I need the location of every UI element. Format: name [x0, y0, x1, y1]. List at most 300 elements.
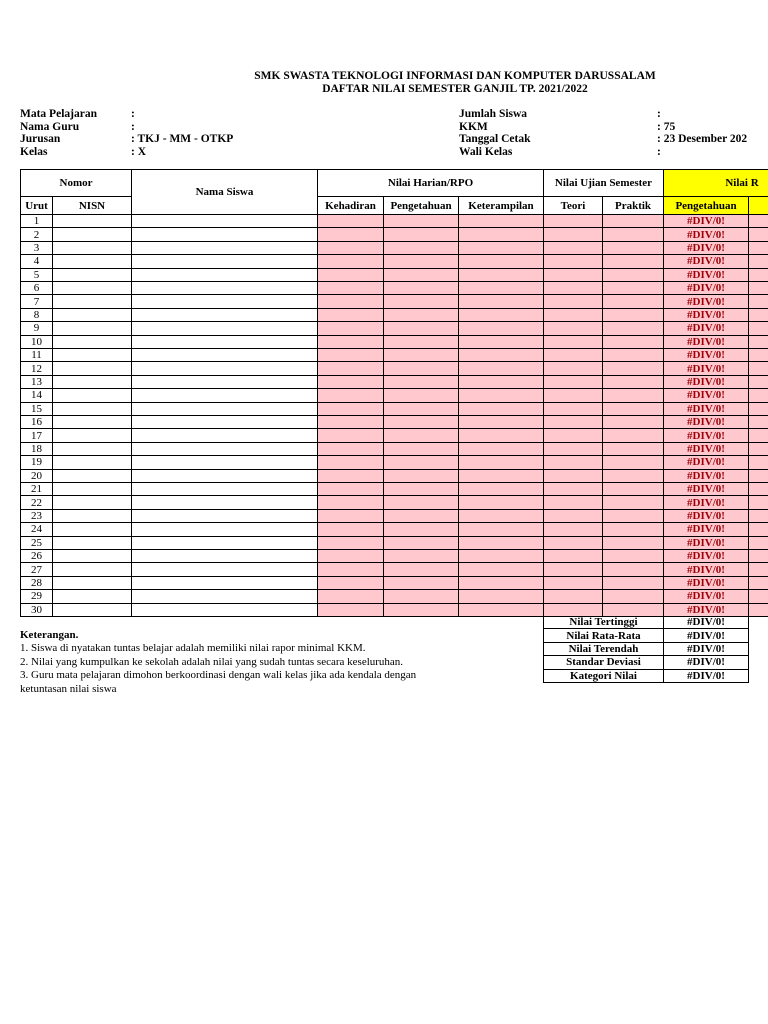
grade-cell [318, 550, 384, 563]
grade-cell [544, 604, 603, 617]
nama-cell [132, 510, 318, 523]
grade-cell [603, 510, 664, 523]
grade-cell [318, 269, 384, 282]
rapor-extra-cell [749, 215, 768, 228]
nisn-cell [53, 215, 132, 228]
rapor-pengetahuan-cell: #DIV/0! [664, 282, 749, 295]
row-number: 9 [21, 322, 53, 335]
grade-cell [603, 242, 664, 255]
rapor-pengetahuan-cell: #DIV/0! [664, 376, 749, 389]
grade-cell [544, 429, 603, 442]
nama-cell [132, 255, 318, 268]
header-keterampilan: Keterampilan [459, 197, 544, 215]
row-number: 29 [21, 590, 53, 603]
rapor-pengetahuan-cell: #DIV/0! [664, 443, 749, 456]
stat-label: Standar Deviasi [544, 656, 664, 669]
grade-cell [459, 255, 544, 268]
grade-cell [459, 228, 544, 241]
nama-cell [132, 362, 318, 375]
grade-cell [459, 537, 544, 550]
nisn-cell [53, 336, 132, 349]
grade-cell [318, 416, 384, 429]
grade-cell [603, 255, 664, 268]
header-urut: Urut [21, 197, 53, 215]
grade-cell [544, 590, 603, 603]
rapor-pengetahuan-cell: #DIV/0! [664, 362, 749, 375]
rapor-extra-cell [749, 523, 768, 536]
nama-cell [132, 389, 318, 402]
stat-label: Nilai Tertinggi [544, 616, 664, 629]
nisn-cell [53, 403, 132, 416]
grade-cell [544, 349, 603, 362]
nisn-cell [53, 523, 132, 536]
grade-cell [318, 282, 384, 295]
header-rapor-pengetahuan: Pengetahuan [664, 197, 749, 215]
grade-cell [603, 282, 664, 295]
header-nama-siswa: Nama Siswa [132, 170, 318, 215]
grade-cell [384, 483, 459, 496]
grade-cell [544, 510, 603, 523]
grade-cell [459, 295, 544, 308]
grade-cell [544, 483, 603, 496]
row-number: 11 [21, 349, 53, 362]
nama-cell [132, 483, 318, 496]
nisn-cell [53, 362, 132, 375]
nama-cell [132, 242, 318, 255]
rapor-extra-cell [749, 309, 768, 322]
rapor-pengetahuan-cell: #DIV/0! [664, 215, 749, 228]
rapor-extra-cell [749, 550, 768, 563]
grades-table [20, 169, 768, 617]
nisn-cell [53, 429, 132, 442]
grade-cell [459, 590, 544, 603]
grade-cell [459, 563, 544, 576]
grade-cell [384, 228, 459, 241]
grade-cell [459, 309, 544, 322]
nisn-cell [53, 496, 132, 509]
info-value: : TKJ - MM - OTKP [131, 133, 234, 145]
rapor-extra-cell [749, 282, 768, 295]
row-number: 7 [21, 295, 53, 308]
info-label: Jurusan [20, 133, 61, 145]
info-value: : [657, 108, 661, 120]
rapor-pengetahuan-cell: #DIV/0! [664, 470, 749, 483]
grade-cell [544, 403, 603, 416]
nisn-cell [53, 577, 132, 590]
grade-cell [384, 577, 459, 590]
grade-cell [384, 550, 459, 563]
grade-cell [384, 537, 459, 550]
nama-cell [132, 416, 318, 429]
grade-cell [544, 496, 603, 509]
nisn-cell [53, 456, 132, 469]
grade-cell [603, 563, 664, 576]
header-kehadiran: Kehadiran [318, 197, 384, 215]
school-title: SMK SWASTA TEKNOLOGI INFORMASI DAN KOMPUTER DARUSSALAM [254, 70, 656, 82]
rapor-pengetahuan-cell: #DIV/0! [664, 269, 749, 282]
rapor-extra-cell [749, 403, 768, 416]
note-item: 2. Nilai yang kumpulkan ke sekolah adalah nilai yang sudah tuntas secara keseluruhan. [20, 655, 404, 668]
grade-cell [544, 336, 603, 349]
rapor-pengetahuan-cell: #DIV/0! [664, 242, 749, 255]
grade-cell [544, 362, 603, 375]
grade-cell [318, 483, 384, 496]
info-label: KKM [459, 120, 488, 133]
nama-cell [132, 523, 318, 536]
grade-cell [544, 550, 603, 563]
grade-cell [544, 523, 603, 536]
rapor-extra-cell [749, 416, 768, 429]
nisn-cell [53, 228, 132, 241]
grade-cell [459, 362, 544, 375]
grade-cell [544, 322, 603, 335]
grade-cell [459, 604, 544, 617]
grade-cell [384, 604, 459, 617]
grade-cell [384, 403, 459, 416]
grade-cell [603, 416, 664, 429]
grade-cell [544, 456, 603, 469]
grade-cell [459, 336, 544, 349]
rapor-pengetahuan-cell: #DIV/0! [664, 550, 749, 563]
rapor-pengetahuan-cell: #DIV/0! [664, 563, 749, 576]
row-number: 1 [21, 215, 53, 228]
grade-cell [544, 577, 603, 590]
nama-cell [132, 295, 318, 308]
grade-cell [318, 362, 384, 375]
grade-cell [384, 456, 459, 469]
nama-cell [132, 563, 318, 576]
grade-cell [459, 496, 544, 509]
grade-cell [318, 309, 384, 322]
grade-cell [603, 295, 664, 308]
grade-cell [603, 376, 664, 389]
rapor-extra-cell [749, 590, 768, 603]
rapor-extra-cell [749, 496, 768, 509]
rapor-pengetahuan-cell: #DIV/0! [664, 336, 749, 349]
info-value: : [131, 108, 135, 120]
grade-cell [318, 470, 384, 483]
nama-cell [132, 604, 318, 617]
header-nilai-rapor: Nilai R [664, 170, 768, 197]
nisn-cell [53, 483, 132, 496]
nisn-cell [53, 550, 132, 563]
nisn-cell [53, 349, 132, 362]
grade-cell [384, 496, 459, 509]
grade-cell [318, 456, 384, 469]
nisn-cell [53, 282, 132, 295]
info-label: Wali Kelas [459, 145, 513, 158]
grade-cell [459, 443, 544, 456]
nisn-cell [53, 590, 132, 603]
grade-cell [384, 295, 459, 308]
grade-cell [603, 537, 664, 550]
grade-cell [544, 376, 603, 389]
grade-cell [603, 362, 664, 375]
stat-label: Nilai Terendah [544, 643, 664, 656]
row-number: 5 [21, 269, 53, 282]
grade-cell [603, 309, 664, 322]
grade-cell [603, 215, 664, 228]
grade-cell [544, 269, 603, 282]
grade-cell [603, 443, 664, 456]
header-nomor: Nomor [21, 170, 132, 197]
grade-cell [459, 322, 544, 335]
stat-value: #DIV/0! [664, 643, 749, 656]
rapor-extra-cell [749, 604, 768, 617]
rapor-extra-cell [749, 537, 768, 550]
rapor-pengetahuan-cell: #DIV/0! [664, 496, 749, 509]
grade-cell [459, 416, 544, 429]
grade-cell [544, 563, 603, 576]
row-number: 15 [21, 403, 53, 416]
rapor-pengetahuan-cell: #DIV/0! [664, 577, 749, 590]
grade-cell [603, 483, 664, 496]
nisn-cell [53, 443, 132, 456]
row-number: 27 [21, 563, 53, 576]
info-label: Mata Pelajaran [20, 108, 97, 120]
grade-cell [318, 255, 384, 268]
row-number: 13 [21, 376, 53, 389]
grade-cell [384, 349, 459, 362]
row-number: 25 [21, 537, 53, 550]
grade-cell [384, 416, 459, 429]
grade-cell [459, 403, 544, 416]
grade-cell [318, 215, 384, 228]
grade-cell [603, 604, 664, 617]
grade-cell [384, 309, 459, 322]
grade-cell [318, 295, 384, 308]
grade-cell [318, 336, 384, 349]
grade-cell [603, 429, 664, 442]
row-number: 3 [21, 242, 53, 255]
nisn-cell [53, 563, 132, 576]
rapor-pengetahuan-cell: #DIV/0! [664, 389, 749, 402]
header-pengetahuan: Pengetahuan [384, 197, 459, 215]
grade-cell [318, 577, 384, 590]
rapor-extra-cell [749, 443, 768, 456]
rapor-pengetahuan-cell: #DIV/0! [664, 537, 749, 550]
nisn-cell [53, 604, 132, 617]
rapor-pengetahuan-cell: #DIV/0! [664, 590, 749, 603]
info-label: Nama Guru [20, 120, 80, 133]
grade-cell [318, 376, 384, 389]
nisn-cell [53, 376, 132, 389]
grade-cell [603, 590, 664, 603]
nama-cell [132, 456, 318, 469]
grade-cell [318, 604, 384, 617]
grade-cell [544, 295, 603, 308]
grade-cell [384, 362, 459, 375]
grade-cell [384, 389, 459, 402]
grade-cell [318, 563, 384, 576]
rapor-pengetahuan-cell: #DIV/0! [664, 322, 749, 335]
grade-cell [384, 376, 459, 389]
info-label: Tanggal Cetak [459, 133, 531, 145]
grade-cell [544, 309, 603, 322]
nama-cell [132, 550, 318, 563]
nama-cell [132, 215, 318, 228]
grade-cell [544, 228, 603, 241]
header-nilai-harian: Nilai Harian/RPO [318, 170, 544, 197]
rapor-pengetahuan-cell: #DIV/0! [664, 416, 749, 429]
info-value: : 75 [657, 120, 676, 133]
info-value: : [657, 145, 661, 158]
nisn-cell [53, 510, 132, 523]
grade-cell [459, 269, 544, 282]
stat-label: Nilai Rata-Rata [544, 629, 664, 642]
grade-cell [544, 282, 603, 295]
row-number: 26 [21, 550, 53, 563]
grade-cell [603, 322, 664, 335]
grade-cell [384, 282, 459, 295]
summary-stats [543, 616, 749, 683]
grade-cell [544, 389, 603, 402]
rapor-pengetahuan-cell: #DIV/0! [664, 456, 749, 469]
stat-label: Kategori Nilai [544, 670, 664, 683]
nama-cell [132, 537, 318, 550]
row-number: 18 [21, 443, 53, 456]
rapor-pengetahuan-cell: #DIV/0! [664, 309, 749, 322]
grade-cell [384, 523, 459, 536]
grade-cell [544, 416, 603, 429]
note-item: 1. Siswa di nyatakan tuntas belajar adalah memiliki nilai rapor minimal KKM. [20, 642, 366, 655]
nisn-cell [53, 322, 132, 335]
grade-cell [384, 269, 459, 282]
row-number: 19 [21, 456, 53, 469]
nama-cell [132, 336, 318, 349]
grade-cell [459, 389, 544, 402]
nama-cell [132, 577, 318, 590]
grade-cell [384, 336, 459, 349]
header-nisn: NISN [53, 197, 132, 215]
rapor-extra-cell [749, 228, 768, 241]
rapor-extra-cell [749, 470, 768, 483]
rapor-pengetahuan-cell: #DIV/0! [664, 483, 749, 496]
rapor-extra-cell [749, 483, 768, 496]
grade-cell [544, 242, 603, 255]
nisn-cell [53, 295, 132, 308]
rapor-pengetahuan-cell: #DIV/0! [664, 295, 749, 308]
nama-cell [132, 309, 318, 322]
info-value: : 23 Desember 202 [657, 133, 748, 145]
grade-cell [318, 403, 384, 416]
nama-cell [132, 590, 318, 603]
nama-cell [132, 429, 318, 442]
grade-cell [318, 523, 384, 536]
row-number: 14 [21, 389, 53, 402]
grade-cell [459, 242, 544, 255]
grade-cell [384, 242, 459, 255]
nisn-cell [53, 255, 132, 268]
grade-cell [459, 510, 544, 523]
grade-cell [318, 242, 384, 255]
stat-value: #DIV/0! [664, 656, 749, 669]
rapor-extra-cell [749, 349, 768, 362]
nama-cell [132, 349, 318, 362]
nama-cell [132, 376, 318, 389]
nisn-cell [53, 242, 132, 255]
row-number: 20 [21, 470, 53, 483]
rapor-extra-cell [749, 255, 768, 268]
nama-cell [132, 322, 318, 335]
rapor-extra-cell [749, 456, 768, 469]
header-nilai-ujian: Nilai Ujian Semester [544, 170, 664, 197]
stat-value: #DIV/0! [664, 616, 749, 629]
row-number: 24 [21, 523, 53, 536]
grade-cell [544, 443, 603, 456]
grade-cell [459, 523, 544, 536]
grade-cell [459, 282, 544, 295]
grade-cell [384, 510, 459, 523]
nisn-cell [53, 269, 132, 282]
grade-cell [318, 537, 384, 550]
report-subtitle: DAFTAR NILAI SEMESTER GANJIL TP. 2021/2022 [322, 83, 588, 95]
info-label: Jumlah Siswa [459, 108, 528, 120]
stat-value: #DIV/0! [664, 670, 749, 683]
grade-cell [318, 590, 384, 603]
grade-cell [384, 215, 459, 228]
grade-cell [318, 389, 384, 402]
grade-cell [603, 269, 664, 282]
grade-cell [318, 443, 384, 456]
grade-cell [384, 470, 459, 483]
header-rapor-extra [749, 197, 768, 215]
grade-cell [384, 429, 459, 442]
grade-cell [459, 456, 544, 469]
nama-cell [132, 228, 318, 241]
grade-cell [318, 349, 384, 362]
row-number: 30 [21, 604, 53, 617]
note-item: 3. Guru mata pelajaran dimohon berkoordinasi dengan wali kelas jika ada kendala dengan ketuntasan nilai siswa [20, 669, 417, 695]
grade-cell [459, 577, 544, 590]
rapor-extra-cell [749, 242, 768, 255]
rapor-pengetahuan-cell: #DIV/0! [664, 403, 749, 416]
grade-cell [603, 470, 664, 483]
rapor-extra-cell [749, 389, 768, 402]
nisn-cell [53, 309, 132, 322]
grade-cell [603, 403, 664, 416]
grade-cell [384, 590, 459, 603]
grade-cell [603, 577, 664, 590]
row-number: 16 [21, 416, 53, 429]
rapor-extra-cell [749, 429, 768, 442]
row-number: 10 [21, 336, 53, 349]
grade-cell [603, 550, 664, 563]
nama-cell [132, 496, 318, 509]
grade-cell [603, 496, 664, 509]
grade-cell [459, 429, 544, 442]
grade-cell [459, 470, 544, 483]
grade-cell [318, 322, 384, 335]
grade-cell [384, 563, 459, 576]
grade-cell [603, 523, 664, 536]
grade-cell [459, 215, 544, 228]
grade-cell [384, 443, 459, 456]
grade-cell [459, 376, 544, 389]
grade-cell [318, 510, 384, 523]
row-number: 8 [21, 309, 53, 322]
grade-cell [603, 349, 664, 362]
grade-cell [318, 429, 384, 442]
nama-cell [132, 403, 318, 416]
nisn-cell [53, 389, 132, 402]
row-number: 6 [21, 282, 53, 295]
stat-value: #DIV/0! [664, 629, 749, 642]
rapor-extra-cell [749, 362, 768, 375]
row-number: 28 [21, 577, 53, 590]
grade-cell [603, 228, 664, 241]
notes [20, 629, 460, 696]
